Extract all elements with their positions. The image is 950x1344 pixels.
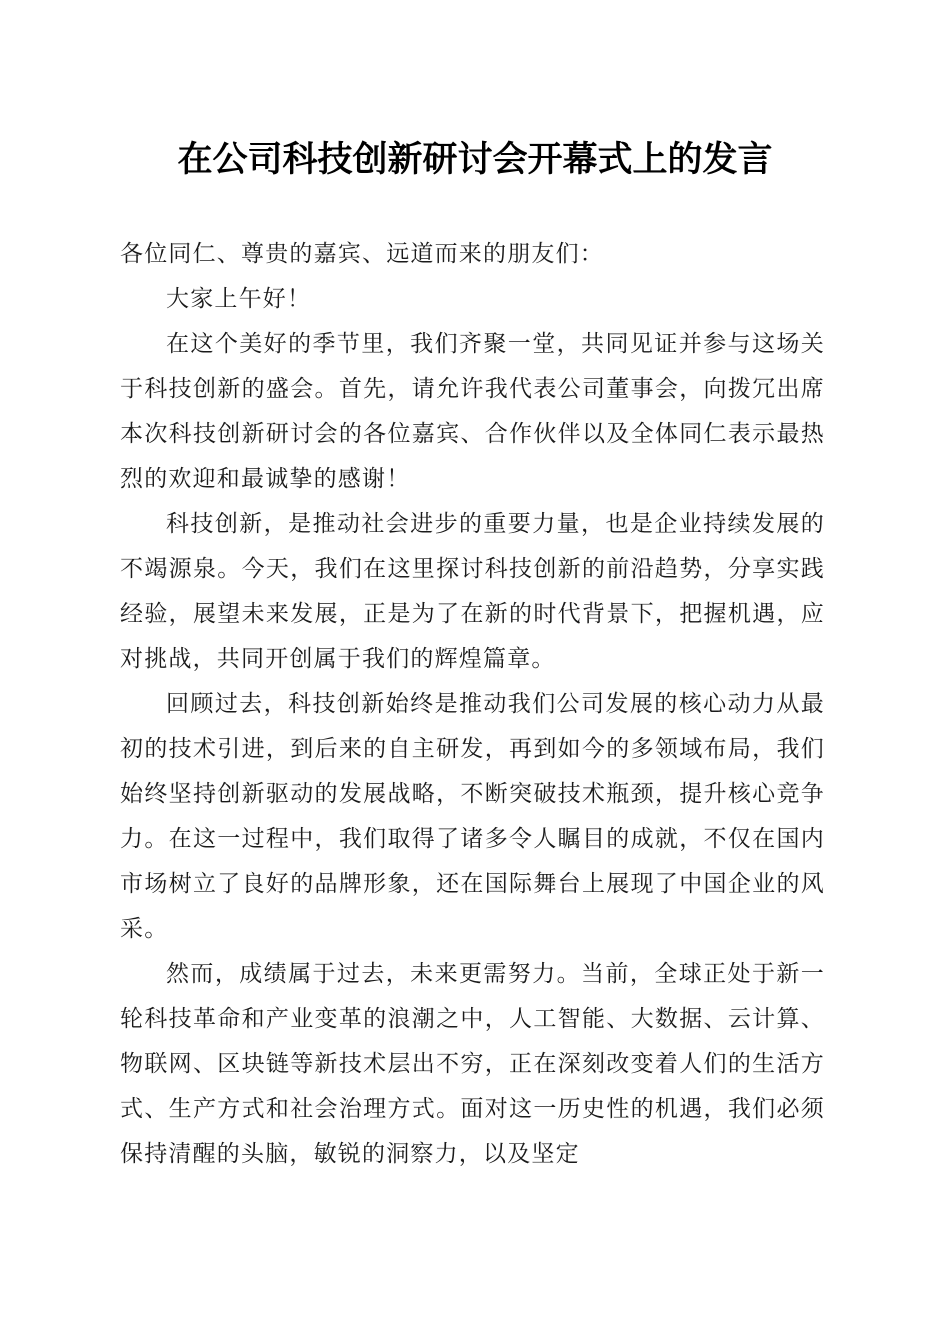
paragraph-3: 回顾过去，科技创新始终是推动我们公司发展的核心动力从最初的技术引进，到后来的自主研发，再到如今的多领域布局，我们始终坚持创新驱动的发展战略，不断突破技术瓶颈，提升核心竞争力。在这一过程中，我们取得了诸多令人瞩目的成就，不仅在国内市场树立了良好的品牌形象，还在国际舞台上展现了中国企业的风采。	[120, 691, 825, 942]
document-body	[120, 232, 825, 1177]
document-title: 在公司科技创新研讨会开幕式上的发言	[177, 139, 773, 180]
greeting: 大家上午好！	[166, 286, 312, 312]
paragraph-1: 在这个美好的季节里，我们齐聚一堂，共同见证并参与这场关于科技创新的盛会。首先，请允许我代表公司董事会，向拨冗出席本次科技创新研讨会的各位嘉宾、合作伙伴以及全体同仁表示最热烈的欢迎和最诚挚的感谢！	[120, 331, 825, 492]
paragraph-4: 然而，成绩属于过去，未来更需努力。当前，全球正处于新一轮科技革命和产业变革的浪潮之中，人工智能、大数据、云计算、物联网、区块链等新技术层出不穷，正在深刻改变着人们的生活方式、生产方式和社会治理方式。面对这一历史性的机遇，我们必须保持清醒的头脑，敏锐的洞察力，以及坚定	[120, 961, 825, 1167]
salutation: 各位同仁、尊贵的嘉宾、远道而来的朋友们：	[120, 241, 604, 267]
paragraph-2: 科技创新，是推动社会进步的重要力量，也是企业持续发展的不竭源泉。今天，我们在这里探讨科技创新的前沿趋势，分享实践经验，展望未来发展，正是为了在新的时代背景下，把握机遇，应对挑战，共同开创属于我们的辉煌篇章。	[120, 511, 825, 672]
